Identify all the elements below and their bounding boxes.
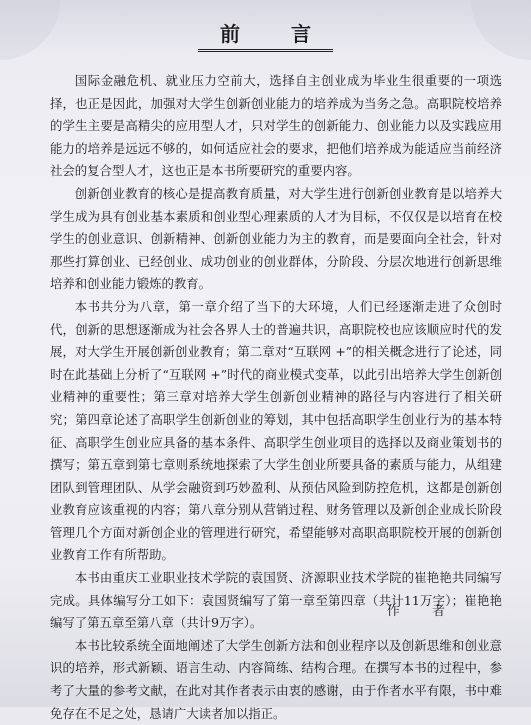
paragraph-4: 本书由重庆工业职业技术学院的袁国贤、济源职业技术学院的崔艳艳共同编写完成。具体编写分工如下：袁国贤编写了第一章至第四章（共计11万字）；崔艳艳编写了第五章至第八章（共计9万字）。 (50, 570, 502, 631)
paragraph-5: 本书比较系统全面地阐述了大学生创新方法和创业程序以及创新思维和创业意识的培养，形式新颖、语言生动、内容简练、结构合理。在撰写本书的过程中，参考了大量的参考文献，在此对其作者表示由衷的感谢，由于作者水平有限，书中难免存在不足之处，恳请广大读者加以指正。 (50, 637, 502, 721)
paragraph-2: 创新创业教育的核心是提高教育质量，对大学生进行创新创业教育是以培养大学生成为具有创业基本素质和创业型心理素质的人才为目标，不仅仅是以培育在校学生的创业意识、创新精神、创新创业能力为主的教育，而是要面向全社会，针对那些打算创业、已经创业、成功创业的创业群体，分阶段、分层次地进行创新思维培养和创业能力锻炼的教育。 (50, 185, 502, 292)
page-title: 前 言 (198, 18, 333, 52)
author-signature: 作 者 (386, 604, 459, 619)
paragraph-3: 本书共分为八章，第一章介绍了当下的大环境，人们已经逐渐走进了众创时代，创新的思想逐渐成为社会各界人士的普遍共识，高职院校也应该顺应时代的发展，对大学生开展创新创业教育；第二章对“互联网 +”的相关概念进行了论述，同时在此基础上分析了“互联网 +”时代的商业模式变革，以此引出培养大学生创新创业精神的重要性；第三章对培养大学生创新创业精神的路径与内容进行了相关研究；第四章论述了高职学生创新创业的筹划，其中包括高职学生创业行为的基本特征、高职学生创业应具备的基本条件、高职学生创业项目的选择以及商业策划书的撰写；第五章到第七章则系统地探索了大学生创业所要具备的素质与能力，从组建团队到管理团队、从学会融资到巧妙盈利、从预估风险到防控危机，这都是创新创业教育应该重视的内容；第八章分别从营销过程、财务管理以及新创企业成长阶段管理几个方面对新创企业的管理进行研究，希望能够对高职高职院校开展的创新创业教育工作有所帮助。 (50, 298, 502, 563)
paragraph-1: 国际金融危机、就业压力空前大，选择自主创业成为毕业生很重要的一项选择，也正是因此，加强对大学生创新创业能力的培养成为当务之急。高职院校培养的学生主要是高精尖的应用型人才，只对学生的创新能力、创业能力以及实践应用能力的培养是远远不够的，如何适应社会的要求，把他们培养成为能适应当前经济社会的复合型人才，这也正是本书所要研究的重要内容。 (50, 73, 502, 179)
preface-body (50, 70, 502, 725)
page-title-block (0, 18, 531, 52)
